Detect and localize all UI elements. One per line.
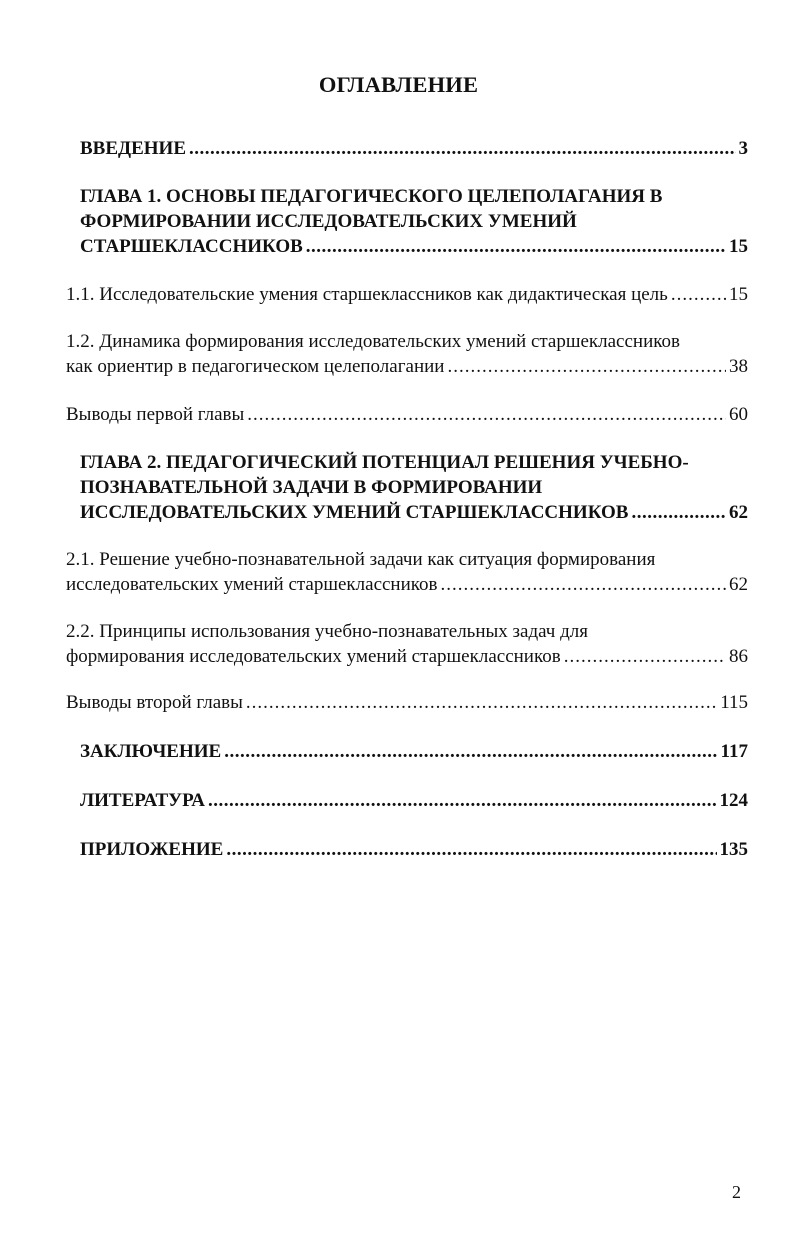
page-title: ОГЛАВЛЕНИЕ <box>318 72 479 97</box>
dot-leader <box>447 354 726 379</box>
toc-entry-section-2-1[interactable] <box>66 547 748 597</box>
toc-entry-intro[interactable] <box>80 136 748 161</box>
toc-page-number: 15 <box>729 236 748 257</box>
toc-entry-label: ПРИЛОЖЕНИЕ <box>80 839 224 860</box>
dot-leader <box>208 788 716 813</box>
toc-entry-chapter-2[interactable] <box>80 450 748 525</box>
dot-leader <box>671 282 726 307</box>
toc-entry-conclusions-2[interactable] <box>66 690 748 715</box>
toc-entry-label: как ориентир в педагогическом целеполагании <box>66 356 445 377</box>
toc-entry-line: ГЛАВА 2. ПЕДАГОГИЧЕСКИЙ ПОТЕНЦИАЛ РЕШЕНИЯ УЧЕБНО- <box>80 452 689 473</box>
toc-page-number: 62 <box>729 502 748 523</box>
toc-entry-line: ГЛАВА 1. ОСНОВЫ ПЕДАГОГИЧЕСКОГО ЦЕЛЕПОЛАГАНИЯ В <box>80 186 663 207</box>
toc-entry-section-1-1[interactable] <box>66 282 748 307</box>
toc-entry-label: ЗАКЛЮЧЕНИЕ <box>80 741 222 762</box>
toc-entry-section-1-2[interactable] <box>66 329 748 379</box>
dot-leader <box>441 572 726 597</box>
toc-entry-label: формирования исследовательских умений старшеклассников <box>66 646 561 667</box>
dot-leader <box>246 690 717 715</box>
toc-entry-literature[interactable] <box>80 788 748 813</box>
toc-entry-label: Выводы первой главы <box>66 404 245 425</box>
toc-page-number: 3 <box>738 138 748 159</box>
dot-leader <box>306 234 726 259</box>
toc-entry-line: ФОРМИРОВАНИИ ИССЛЕДОВАТЕЛЬСКИХ УМЕНИЙ <box>80 211 577 232</box>
toc-entry-line: 2.1. Решение учебно-познавательной задачи как ситуация формирования <box>66 549 656 570</box>
dot-leader <box>189 136 736 161</box>
toc-entry-line: ПОЗНАВАТЕЛЬНОЙ ЗАДАЧИ В ФОРМИРОВАНИИ <box>80 477 543 498</box>
dot-leader <box>226 837 716 862</box>
toc-entry-label: 1.1. Исследовательские умения старшеклассников как дидактическая цель <box>66 284 668 305</box>
toc-page-number: 115 <box>720 692 748 713</box>
toc-entry-line: 1.2. Динамика формирования исследовательских умений старшеклассников <box>66 331 680 352</box>
page-number: 2 <box>732 1182 741 1202</box>
toc-page-number: 86 <box>729 646 748 667</box>
toc-entry-label: СТАРШЕКЛАССНИКОВ <box>80 236 303 257</box>
toc-entry-label: Выводы второй главы <box>66 692 243 713</box>
toc-entry-conclusion[interactable] <box>80 739 748 764</box>
toc-entry-label: ИССЛЕДОВАТЕЛЬСКИХ УМЕНИЙ СТАРШЕКЛАССНИКОВ <box>80 502 629 523</box>
dot-leader <box>247 402 726 427</box>
toc-entry-label: исследовательских умений старшеклассников <box>66 574 438 595</box>
toc-entry-conclusions-1[interactable] <box>66 402 748 427</box>
toc-page-number: 60 <box>729 404 748 425</box>
toc-entry-label: ЛИТЕРАТУРА <box>80 790 206 811</box>
toc-page-number: 15 <box>729 284 748 305</box>
dot-leader <box>564 644 726 669</box>
toc-page-number: 62 <box>729 574 748 595</box>
toc-page-number: 117 <box>720 741 748 762</box>
toc-page-number: 124 <box>719 790 748 811</box>
toc-entry-section-2-2[interactable] <box>66 619 748 669</box>
dot-leader <box>631 500 726 525</box>
toc-entry-chapter-1[interactable] <box>80 184 748 259</box>
toc-page-number: 38 <box>729 356 748 377</box>
toc-entry-line: 2.2. Принципы использования учебно-познавательных задач для <box>66 621 588 642</box>
toc-entry-label: ВВЕДЕНИЕ <box>80 138 186 159</box>
toc-entry-appendix[interactable] <box>80 837 748 862</box>
dot-leader <box>224 739 717 764</box>
toc-page-number: 135 <box>719 839 748 860</box>
